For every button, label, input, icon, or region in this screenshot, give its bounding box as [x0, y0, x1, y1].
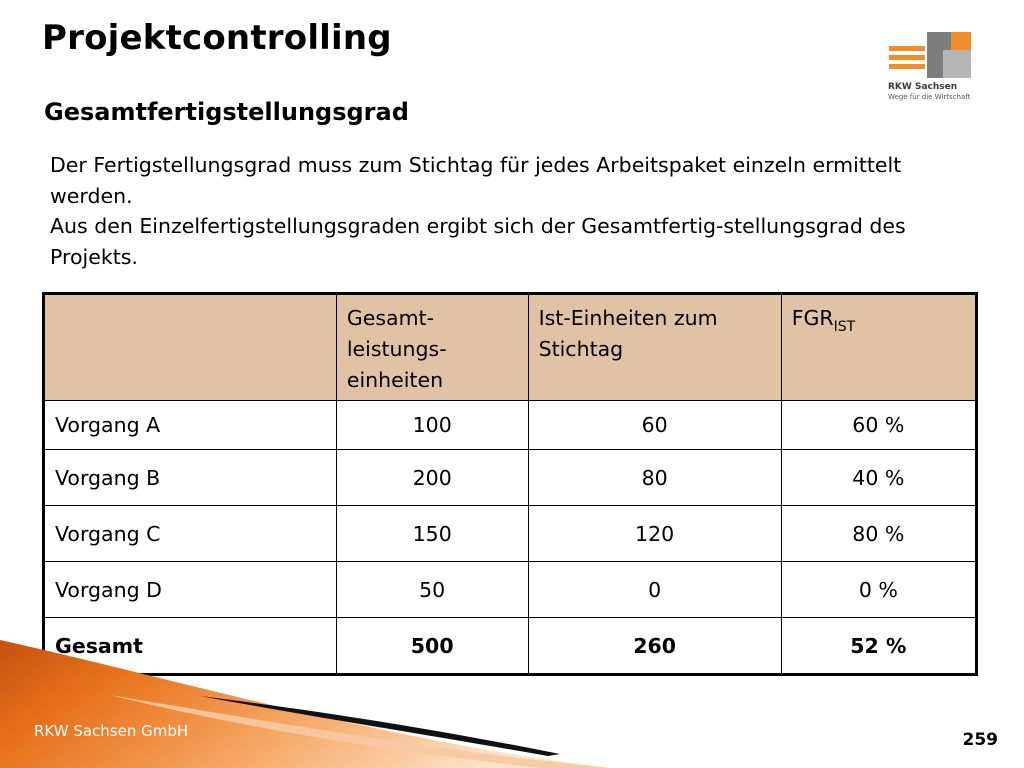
header-gesamt — [336, 294, 528, 401]
header-fgr — [781, 294, 976, 401]
header-gesamt-label: Gesamt-leistungs-einheiten — [346, 306, 447, 392]
footer-company: RKW Sachsen GmbH — [34, 722, 189, 740]
row-ist: 120 — [528, 506, 781, 562]
completion-table — [42, 292, 978, 676]
row-fgr: 0 % — [781, 562, 976, 618]
page-title: Projektcontrolling — [42, 18, 392, 58]
row-ist: 60 — [528, 401, 781, 450]
table-row — [44, 401, 977, 450]
logo-tagline: Wege für die Wirtschaft — [888, 93, 971, 101]
paragraph-2: Aus den Einzelfertigstellungsgraden ergibt sich der Gesamtfertig-stellungsgrad des Projekts. — [50, 214, 906, 269]
row-label: Vorgang A — [44, 401, 337, 450]
table-header-row — [44, 294, 977, 401]
rkw-logo-icon — [885, 32, 990, 82]
row-label: Vorgang B — [44, 450, 337, 506]
row-fgr: 40 % — [781, 450, 976, 506]
section-heading: Gesamtfertigstellungsgrad — [44, 98, 409, 126]
paragraph-1: Der Fertigstellungsgrad muss zum Stichtag für jedes Arbeitspaket einzeln ermittelt werden. — [50, 153, 902, 208]
header-empty — [44, 294, 337, 401]
row-fgr: 60 % — [781, 401, 976, 450]
table-row — [44, 450, 977, 506]
header-fgr-main: FGR — [791, 306, 834, 330]
body-text — [50, 150, 930, 272]
table-row — [44, 506, 977, 562]
header-ist: Ist-Einheiten zum Stichtag — [528, 294, 781, 401]
header-fgr-sub: IST — [833, 319, 856, 335]
row-ist: 80 — [528, 450, 781, 506]
row-gesamt: 100 — [336, 401, 528, 450]
row-gesamt: 50 — [336, 562, 528, 618]
total-label: Gesamt — [44, 618, 337, 675]
row-label: Vorgang C — [44, 506, 337, 562]
logo-text — [888, 82, 970, 102]
footer-swoosh — [0, 640, 1024, 768]
logo-name: RKW Sachsen — [888, 82, 958, 92]
page-number: 259 — [962, 730, 998, 750]
row-ist: 0 — [528, 562, 781, 618]
total-gesamt: 500 — [336, 618, 528, 675]
table-row — [44, 562, 977, 618]
row-fgr: 80 % — [781, 506, 976, 562]
row-label: Vorgang D — [44, 562, 337, 618]
total-ist: 260 — [528, 618, 781, 675]
row-gesamt: 200 — [336, 450, 528, 506]
row-gesamt: 150 — [336, 506, 528, 562]
total-fgr: 52 % — [781, 618, 976, 675]
